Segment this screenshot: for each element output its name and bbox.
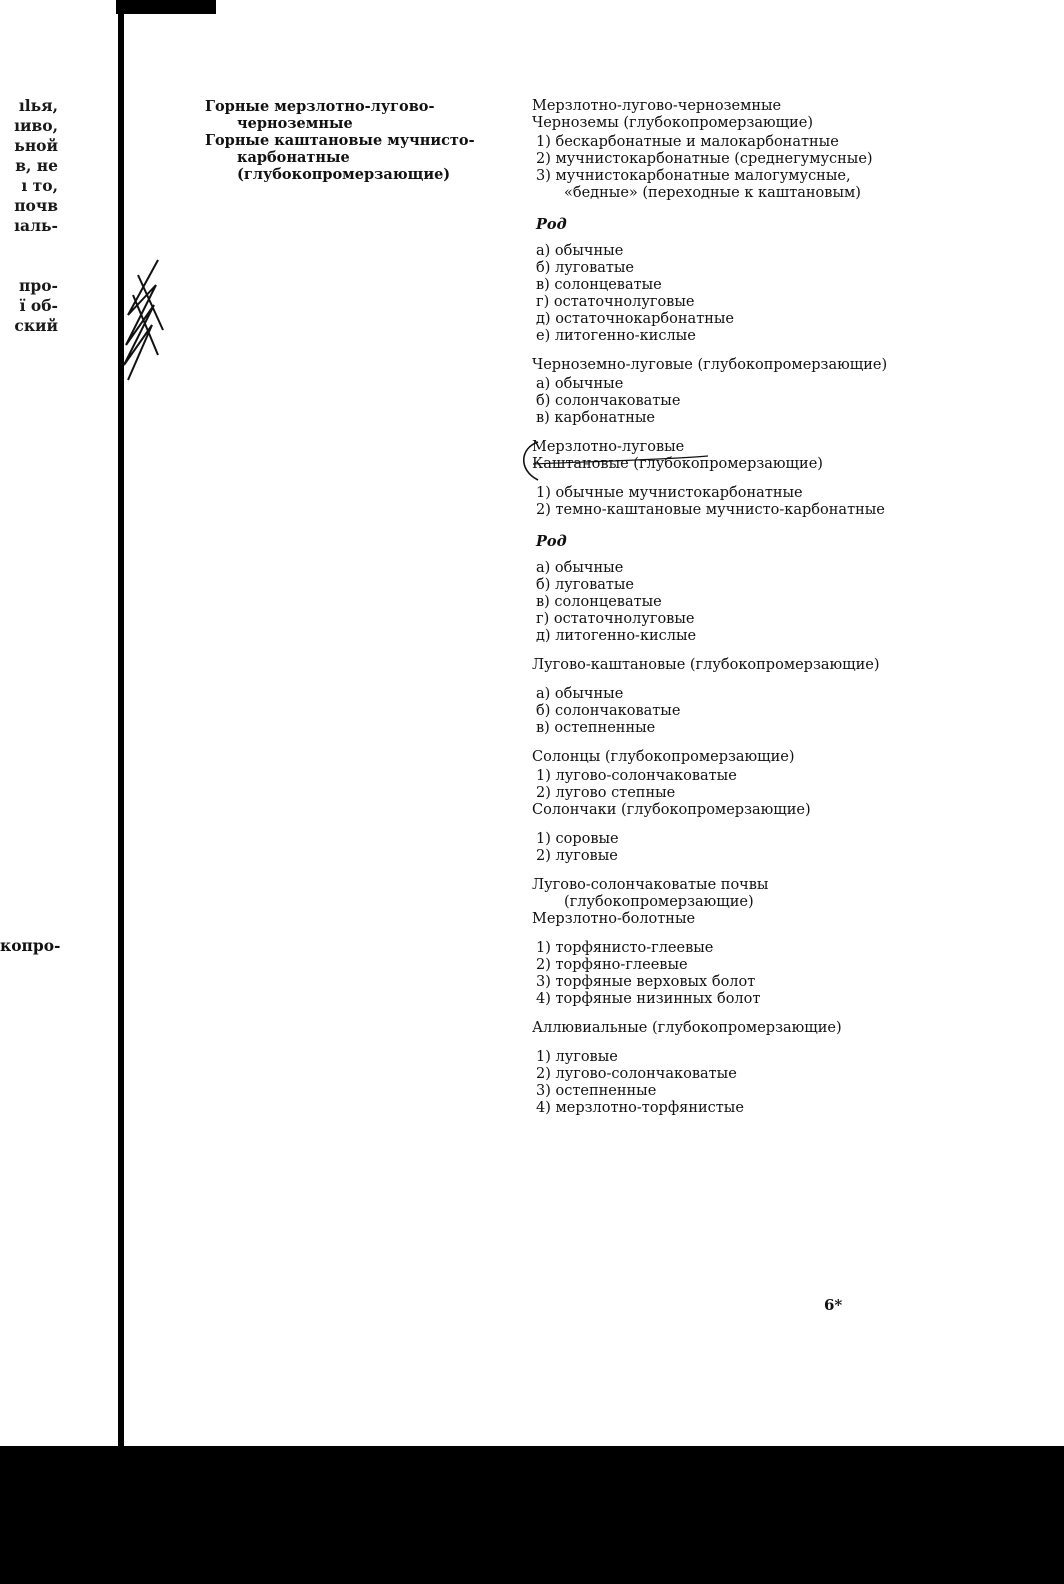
list-item: г) остаточнолуговые — [536, 294, 695, 310]
block-list — [532, 940, 922, 1008]
list-item: 2) мучнистокарбонатные (среднегумусные) — [536, 151, 873, 167]
block-list — [532, 686, 922, 737]
list-item: 2) лугово степные — [536, 785, 676, 801]
list-item: а) обычные — [536, 376, 624, 392]
prev-line: почв — [14, 196, 58, 215]
list-item: д) остаточнокарбонатные — [536, 311, 735, 327]
block-list — [532, 376, 922, 427]
previous-page-fragments — [0, 96, 58, 336]
list-item: 3) мучнистокарбонатные малогумусные, «бедные» (переходные к каштановым) — [536, 168, 861, 201]
block-heading: Лугово-солончаковатые почвы (глубокопромерзающие) — [532, 877, 769, 910]
list-item: 4) мерзлотно-торфянистые — [536, 1100, 744, 1116]
list-item: а) обычные — [536, 686, 624, 702]
list-item: 3) торфяные верховых болот — [536, 974, 756, 990]
scan-spine-edge — [118, 0, 124, 1450]
prev-line: ї об- — [19, 296, 58, 315]
rod-list — [532, 243, 922, 345]
block-subheading: Каштановые (глубокопромерзающие) — [532, 456, 823, 472]
list-item: в) остепненные — [536, 720, 656, 736]
list-item: г) остаточнолуговые — [536, 611, 695, 627]
rod-list — [532, 560, 922, 645]
list-item: 1) лугово-солончаковатые — [536, 768, 737, 784]
list-item: 1) обычные мучнистокарбонатные — [536, 485, 803, 501]
prev-line: ıиво, — [14, 116, 58, 135]
prev-line: ılья, — [18, 96, 58, 115]
prev-line: про- — [19, 276, 58, 295]
block-list — [532, 831, 922, 865]
block-list — [532, 768, 922, 802]
list-item: а) обычные — [536, 243, 624, 259]
list-item: а) обычные — [536, 560, 624, 576]
block-heading: Мерзлотно-луговые — [532, 439, 685, 455]
left-column — [205, 98, 490, 183]
block-subheading: Мерзлотно-болотные — [532, 911, 696, 927]
left-item: Горные мерзлотно-лугово-черноземные — [205, 98, 435, 132]
list-item: 2) торфяно-глеевые — [536, 957, 688, 973]
block-list — [532, 134, 922, 202]
list-item: 2) луговые — [536, 848, 618, 864]
list-item: б) солончаковатые — [536, 393, 681, 409]
block-heading: Лугово-каштановые (глубокопромерзающие) — [532, 657, 880, 673]
right-column — [532, 98, 922, 1117]
left-item: Горные каштановые мучнисто-карбонатные (глубокопромерзающие) — [205, 132, 475, 183]
block-heading: Мерзлотно-лугово-черноземные — [532, 98, 782, 114]
list-item: 3) остепненные — [536, 1083, 657, 1099]
prev-line: ıаль- — [14, 216, 58, 235]
list-item: 2) темно-каштановые мучнисто-карбонатные — [536, 502, 885, 518]
list-item: б) солончаковатые — [536, 703, 681, 719]
list-item: 1) луговые — [536, 1049, 618, 1065]
pen-scribble-mark — [118, 255, 188, 395]
block-heading: Черноземно-луговые (глубокопромерзающие) — [532, 357, 888, 373]
list-item: 4) торфяные низинных болот — [536, 991, 761, 1007]
prev-line: ский — [14, 316, 58, 335]
scan-dark-border — [0, 1446, 1064, 1584]
block-heading: Солонцы (глубокопромерзающие) — [532, 749, 795, 765]
list-item: в) карбонатные — [536, 410, 655, 426]
block-list — [532, 1049, 922, 1117]
page-number: 6* — [824, 1296, 843, 1314]
list-item: е) литогенно-кислые — [536, 328, 696, 344]
prev-line: ı то, — [21, 176, 58, 195]
list-item: в) солонцеватые — [536, 277, 662, 293]
list-item: д) литогенно-кислые — [536, 628, 697, 644]
list-item: б) луговатые — [536, 577, 635, 593]
scan-spine-top — [116, 0, 216, 14]
list-item: 2) лугово-солончаковатые — [536, 1066, 737, 1082]
prev-line: ьной — [14, 136, 58, 155]
block-subheading: Черноземы (глубокопромерзающие) — [532, 115, 814, 131]
block-list — [532, 485, 922, 519]
list-item: 1) соровые — [536, 831, 619, 847]
list-item: б) луговатые — [536, 260, 635, 276]
list-item: 1) торфянисто-глеевые — [536, 940, 714, 956]
block-heading: Аллювиальные (глубокопромерзающие) — [532, 1020, 842, 1036]
rod-label: Род — [536, 216, 567, 233]
block-heading: Солончаки (глубокопромерзающие) — [532, 802, 811, 818]
prev-line: в, не — [15, 156, 58, 175]
prev-line-bottom: копро- — [0, 936, 61, 955]
list-item: в) солонцеватые — [536, 594, 662, 610]
rod-label: Род — [536, 533, 567, 550]
list-item: 1) бескарбонатные и малокарбонатные — [536, 134, 839, 150]
